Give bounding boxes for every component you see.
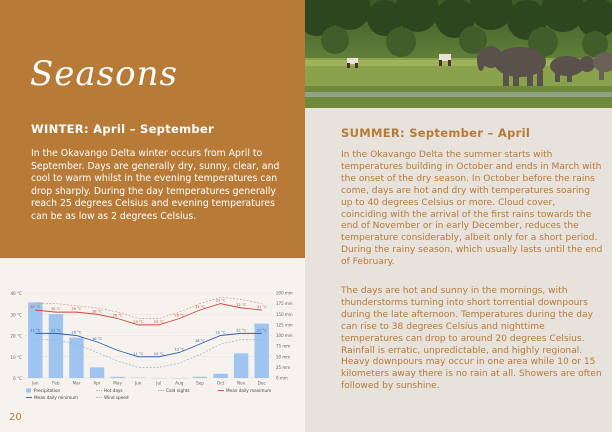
mean-min-data-label: 22 °C	[215, 330, 226, 335]
y-axis-left-tick: 20 °C	[10, 333, 22, 339]
y-axis-right-tick: 150 mm	[276, 311, 293, 317]
mean-max-data-label: 30 °C	[50, 307, 61, 312]
y-axis-left-tick: 10 °C	[10, 354, 22, 360]
y-axis-right-tick: 25 mm	[276, 364, 291, 370]
legend-label-hot: Hot days	[104, 388, 123, 393]
summer-paragraph-1: In the Okavango Delta the summer starts with temperatures building in October and ends in March with the onset of the dry season. In October before the rains come, days are hot and dry with temperatures soaring up to 40 degrees Celsius or more. Cloud cover, coinciding with the arrival of the first rains towards the end of November or in early December, reduces the temperature considerably, albeit only for a short period. During the rainy season, which usually lasts until the end of February.	[341, 150, 603, 268]
mean-min-data-label: 16 °C	[92, 336, 103, 341]
y-axis-left-tick: 0 °C	[12, 376, 22, 381]
legend-label-wind: Wind speed	[104, 395, 129, 400]
mean-min-data-label: 21 °C	[30, 328, 41, 333]
x-axis-tick: Feb	[52, 380, 60, 386]
mean-max-data-label: 30 °C	[30, 305, 41, 309]
climate-chart-svg	[0, 285, 305, 405]
y-axis-right-tick: 175 mm	[276, 301, 293, 307]
precipitation-bar	[213, 374, 227, 378]
page-number: 20	[9, 412, 22, 423]
mean-max-data-label: 23 °C	[153, 319, 164, 324]
legend-label-max: Mean daily maximum	[226, 388, 272, 393]
precipitation-bar	[110, 377, 124, 378]
precipitation-bar	[90, 367, 104, 378]
y-axis-right-tick: 100 mm	[276, 333, 293, 338]
elephant-photo-illustration	[305, 0, 612, 108]
precipitation-bar	[234, 353, 248, 378]
x-axis-tick: Aug	[175, 380, 184, 386]
x-axis-tick: Jun	[134, 380, 142, 386]
y-axis-right-tick: 125 mm	[276, 322, 293, 328]
legend-label-precip: Precipitation	[34, 388, 61, 393]
precipitation-bar	[69, 338, 83, 378]
x-axis-tick: Jul	[156, 380, 162, 386]
mean-max-data-label: 31 °C	[256, 305, 267, 309]
mean-min-data-label: 21 °C	[256, 328, 267, 333]
precipitation-bar	[193, 377, 207, 378]
x-axis-tick: Sep	[196, 380, 204, 386]
mean-min-data-label: 21 °C	[50, 328, 61, 333]
seasons-title: Seasons	[30, 54, 178, 94]
winter-panel	[0, 0, 305, 258]
mean-max-data-label: 26 °C	[112, 313, 123, 318]
mean-max-data-label: 29 °C	[71, 307, 82, 312]
y-axis-right-tick: 200 mm	[276, 290, 293, 296]
y-axis-left-tick: 30 °C	[10, 312, 22, 318]
elephant-photo	[305, 0, 612, 108]
mean-max-data-label: 31 °C	[194, 305, 205, 309]
x-axis-tick: Apr	[93, 380, 101, 386]
summer-paragraph-2: The days are hot and sunny in the mornings, with thunderstorms turning into short torrential downpours during the late afternoon. Temperatures during the day can rise to 38 degrees Celsius and nighttime temperatures can drop to around 20 degrees Celsius. Rainfall is erratic, unpredictable, and highly regional. Heavy downpours may occur in one area while 10 or 15 kilometers away there is no rain at all. Showers are often followed by sunshine.	[341, 286, 602, 392]
x-axis-tick: Oct	[216, 380, 225, 386]
x-axis-tick: Jan	[32, 380, 39, 386]
legend-label-min: Mean daily minimum	[34, 395, 78, 400]
mean-min-data-label: 13 °C	[174, 347, 185, 352]
winter-text: In the Okavango Delta winter occurs from April to September. Days are generally dry, sunny, clear, and cool to warm whilst in the evening temperatures can drop sharply. During the day temperatures generally reach 25 degrees Celsius and evening temperatures can be as low as 2 degrees Celsius.	[31, 148, 280, 222]
mean-max-data-label: 26 °C	[174, 313, 185, 318]
x-axis-tick: Dec	[257, 380, 266, 386]
summer-heading: SUMMER: September – April	[341, 126, 531, 140]
mean-min-data-label: 11 °C	[133, 351, 144, 356]
hot-days-line	[35, 297, 261, 318]
legend-swatch-precip	[26, 389, 31, 393]
y-axis-left-tick: 40 °C	[10, 291, 22, 296]
mean-min-data-label: 22 °C	[236, 328, 247, 333]
summer-panel	[305, 108, 612, 432]
mean-max-data-label: 33 °C	[215, 298, 226, 303]
mean-max-data-label: 32 °C	[236, 302, 247, 307]
climate-chart	[0, 285, 305, 405]
legend-label-cold: Cold nights	[166, 388, 190, 393]
y-axis-right-tick: 0 mm	[276, 375, 288, 381]
winter-heading: WINTER: April – September	[31, 122, 214, 136]
precipitation-bar	[28, 302, 42, 378]
mean-max-data-label: 23 °C	[133, 319, 144, 324]
y-axis-right-tick: 50 mm	[276, 354, 291, 360]
x-axis-tick: May	[113, 380, 122, 386]
precipitation-bar	[49, 314, 63, 378]
mean-min-data-label: 10 °C	[153, 351, 164, 356]
x-axis-tick: Nov	[237, 380, 246, 386]
y-axis-right-tick: 75 mm	[276, 343, 291, 349]
mean-max-data-label: 28 °C	[92, 309, 103, 314]
mean-min-data-label: 18 °C	[194, 339, 205, 343]
x-axis-tick: Mar	[72, 380, 81, 386]
mean-min-data-label: 20 °C	[71, 330, 82, 335]
